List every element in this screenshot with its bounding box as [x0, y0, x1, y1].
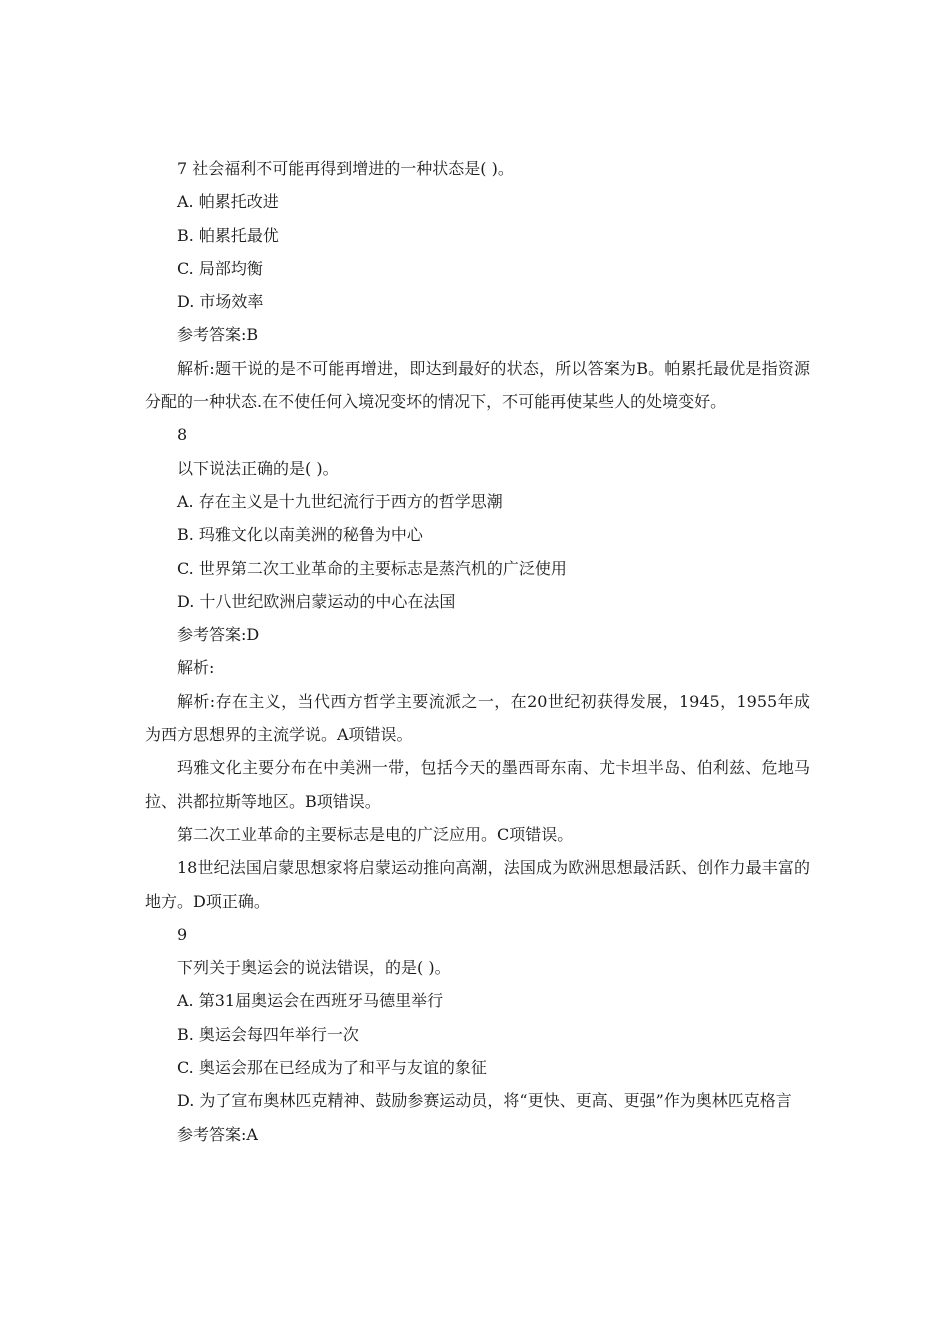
question-8-stem: 以下说法正确的是( )。 — [177, 458, 339, 478]
question-9-answer: 参考答案:A — [177, 1124, 258, 1144]
question-7-option-c: C. 局部均衡 — [177, 258, 263, 278]
question-9-option-b: B. 奥运会每四年举行一次 — [177, 1024, 359, 1044]
question-8-analysis-c: 第二次工业革命的主要标志是电的广泛应用。C项错误。 — [177, 824, 574, 844]
question-8-answer: 参考答案:D — [177, 625, 260, 645]
question-8-analysis-a: 解析:存在主义，当代西方哲学主要流派之一，在20世纪初获得发展，1945，1955年成为西方思想界的主流学说。A项错误。 — [145, 691, 810, 745]
question-9-number: 9 — [177, 924, 188, 944]
question-7-option-a: A. 帕累托改进 — [177, 192, 279, 212]
question-8-analysis-b: 玛雅文化主要分布在中美洲一带，包括今天的墨西哥东南、尤卡坦半岛、伯利兹、危地马拉、洪都拉斯等地区。B项错误。 — [145, 758, 810, 811]
question-7-answer: 参考答案:B — [177, 325, 259, 345]
document-body — [145, 152, 810, 1151]
question-8-number: 8 — [177, 425, 188, 445]
question-9-option-c: C. 奥运会那在已经成为了和平与友谊的象征 — [177, 1058, 487, 1078]
question-8-option-c: C. 世界第二次工业革命的主要标志是蒸汽机的广泛使用 — [177, 558, 567, 578]
question-7-option-d: D. 市场效率 — [177, 292, 264, 312]
question-9-stem: 下列关于奥运会的说法错误，的是( )。 — [177, 958, 451, 978]
question-8-option-b: B. 玛雅文化以南美洲的秘鲁为中心 — [177, 525, 423, 545]
question-9-option-a: A. 第31届奥运会在西班牙马德里举行 — [177, 991, 444, 1011]
question-8-analysis-d: 18世纪法国启蒙思想家将启蒙运动推向高潮，法国成为欧洲思想最活跃、创作力最丰富的地方。D项正确。 — [145, 858, 810, 911]
question-8-analysis-label: 解析: — [177, 658, 215, 678]
question-8-option-d: D. 十八世纪欧洲启蒙运动的中心在法国 — [177, 591, 456, 611]
question-7-stem: 7 社会福利不可能再得到增进的一种状态是( )。 — [177, 159, 514, 178]
question-7-option-b: B. 帕累托最优 — [177, 225, 279, 245]
question-7-analysis: 解析:题干说的是不可能再增进，即达到最好的状态，所以答案为B。帕累托最优是指资源分配的一种状态.在不使任何入境况变坏的情况下，不可能再使某些人的处境变好。 — [145, 358, 810, 412]
question-9-option-d: D. 为了宣布奥林匹克精神、鼓励参赛运动员，将“更快、更高、更强”作为奥林匹克格言 — [177, 1091, 792, 1111]
question-8-option-a: A. 存在主义是十九世纪流行于西方的哲学思潮 — [177, 491, 503, 511]
